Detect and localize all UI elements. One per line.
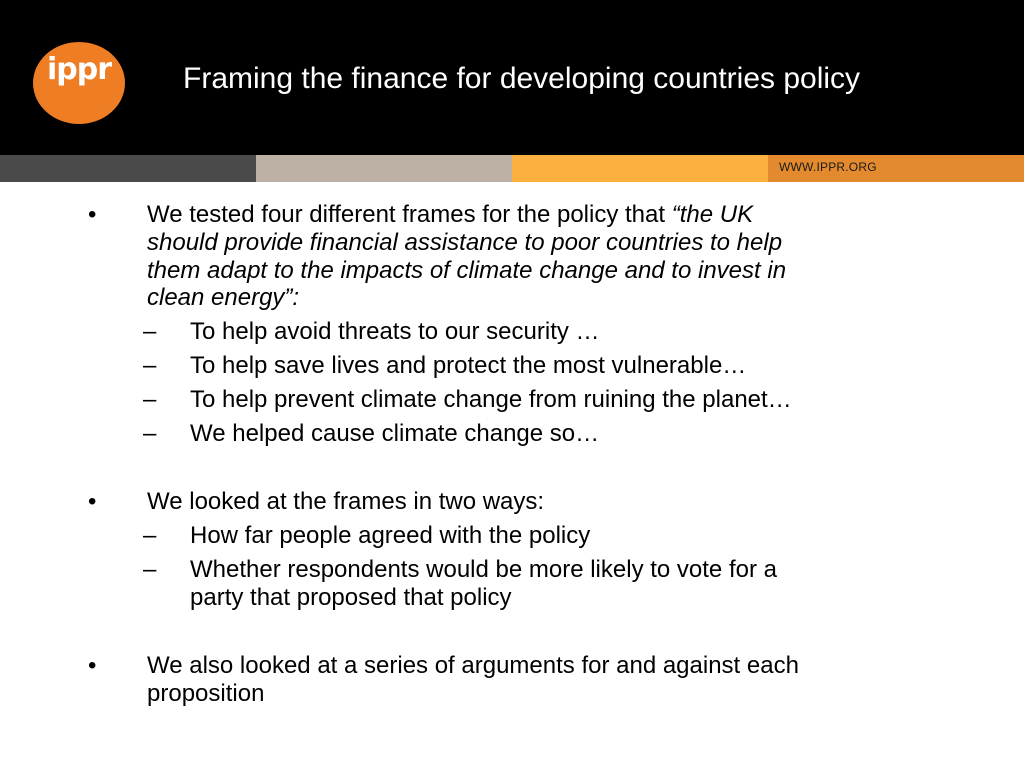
bullet-1-quote-start: “the UK (671, 201, 754, 228)
sub-bullet-marker: – (143, 522, 157, 549)
sub-bullet-marker: – (143, 318, 157, 345)
bullet-1-text: We tested four different frames for the policy that (147, 201, 672, 228)
sub-bullet-marker: – (143, 352, 157, 379)
bullet-1-quote-line: clean energy”: (147, 284, 300, 311)
bullet-marker: • (88, 201, 97, 228)
sub-bullet-vote-cont: party that proposed that policy (190, 584, 512, 611)
sub-bullet-marker: – (143, 420, 157, 447)
sub-bullet-caused: We helped cause climate change so… (190, 420, 600, 447)
ippr-logo-text: ippr (46, 52, 112, 87)
sub-bullet-save-lives: To help save lives and protect the most vulnerable… (190, 352, 747, 379)
sub-bullet-marker: – (143, 556, 157, 583)
website-url: WWW.IPPR.ORG (779, 160, 877, 174)
slide-title: Framing the finance for developing countries policy (183, 62, 861, 95)
sub-bullet-vote: Whether respondents would be more likely to vote for a (190, 556, 777, 583)
bullet-3-text: We also looked at a series of arguments for and against each (147, 652, 799, 679)
bullet-2-text: We looked at the frames in two ways: (147, 488, 545, 515)
bullet-marker: • (88, 488, 97, 515)
bullet-1-quote-line: them adapt to the impacts of climate change and to invest in (147, 257, 787, 284)
bullet-1-line-1 (147, 201, 753, 229)
bullet-1-quote-line: should provide financial assistance to poor countries to help (147, 229, 783, 256)
sub-bullet-agreed: How far people agreed with the policy (190, 522, 591, 549)
bullet-marker: • (88, 652, 97, 679)
sub-bullet-planet: To help prevent climate change from ruining the planet… (190, 386, 792, 413)
sub-bullet-security: To help avoid threats to our security … (190, 318, 600, 345)
sub-bullet-marker: – (143, 386, 157, 413)
bullet-3-text-cont: proposition (147, 680, 265, 707)
